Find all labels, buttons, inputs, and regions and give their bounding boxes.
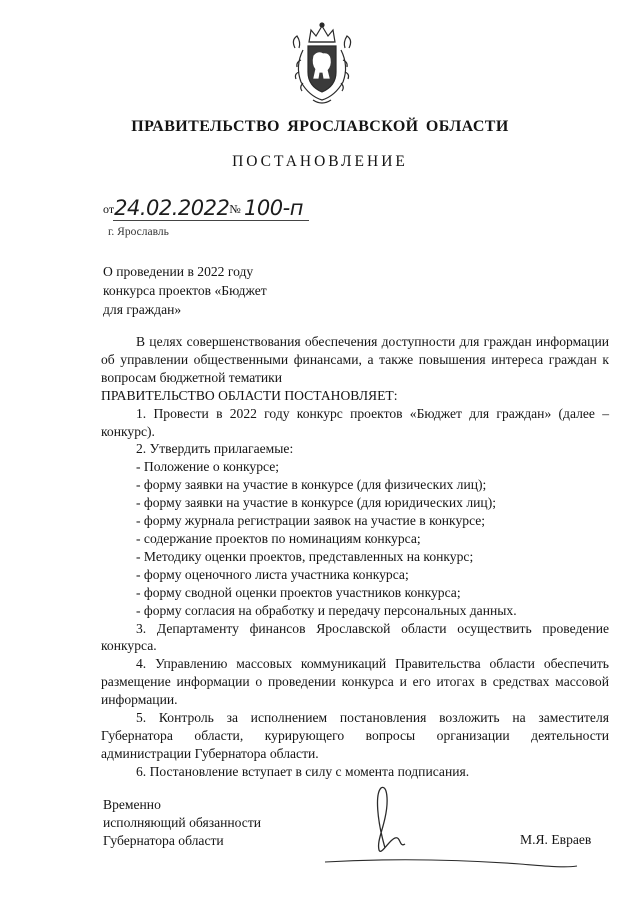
decree-body xyxy=(101,333,609,781)
handwritten-number: 100-п xyxy=(244,196,303,220)
list-item: - форму сводной оценки проектов участников конкурса; xyxy=(136,584,461,600)
coat-of-arms-emblem xyxy=(283,20,361,108)
subject-line: для граждан» xyxy=(103,302,182,317)
government-title: ПРАВИТЕЛЬСТВО ЯРОСЛАВСКОЙ ОБЛАСТИ xyxy=(131,118,509,135)
list-item: - форму согласия на обработку и передачу персональных данных. xyxy=(136,602,517,618)
subject-line: конкурса проектов «Бюджет xyxy=(103,283,267,298)
date-number-line xyxy=(103,196,303,220)
handwritten-date: 24.02.2022 xyxy=(114,196,230,220)
number-sign: № xyxy=(229,202,241,216)
date-underline xyxy=(113,220,309,221)
clause-3: 3. Департаменту финансов Ярославской области осуществить проведение конкурса. xyxy=(101,620,609,654)
handwritten-signature xyxy=(315,780,615,880)
clause-2: 2. Утвердить прилагаемые: xyxy=(136,441,294,457)
preamble-paragraph: В целях совершенствования обеспечения доступности для граждан информации об управлении общественными финансами, а также повышения интереса граждан к вопросам бюджетной тематики xyxy=(101,334,609,385)
clause-5: 5. Контроль за исполнением постановления возложить на заместителя Губернатора области, курирующего вопросы организации деятельности администрации Губернатора области. xyxy=(101,710,609,761)
list-item: - форму заявки на участие в конкурсе (для физических лиц); xyxy=(136,477,487,493)
list-item: - форму журнала регистрации заявок на участие в конкурсе; xyxy=(136,513,486,529)
resolves-heading: ПРАВИТЕЛЬСТВО ОБЛАСТИ ПОСТАНОВЛЯЕТ: xyxy=(101,387,398,403)
list-item: - форму заявки на участие в конкурсе (для юридических лиц); xyxy=(136,495,497,511)
document-type-title: ПОСТАНОВЛЕНИЕ xyxy=(232,153,408,170)
list-item: - Положение о конкурсе; xyxy=(136,459,280,475)
signatory-line: исполняющий обязанности xyxy=(103,814,262,830)
subject-block xyxy=(103,262,267,319)
list-item: - форму оценочного листа участника конкурса; xyxy=(136,566,409,582)
list-item: - содержание проектов по номинациям конкурса; xyxy=(136,530,421,546)
subject-line: О проведении в 2022 году xyxy=(103,264,254,279)
clause-1: 1. Провести в 2022 году конкурс проектов «Бюджет для граждан» (далее – конкурс). xyxy=(101,405,609,439)
city-label: г. Ярославль xyxy=(108,226,169,238)
signatory-title xyxy=(103,796,261,850)
clause-4: 4. Управлению массовых коммуникаций Правительства области обеспечить размещение информации о проведении конкурса и его итогах в средствах массовой информации. xyxy=(101,656,609,708)
signatory-line: Временно xyxy=(103,797,161,812)
signatory-name: М.Я. Евраев xyxy=(520,832,592,847)
list-item: - Методику оценки проектов, представленных на конкурс; xyxy=(136,548,474,564)
date-prefix: от xyxy=(103,202,115,216)
signatory-line: Губернатора области xyxy=(103,832,224,848)
clause-6: 6. Постановление вступает в силу с момента подписания. xyxy=(136,763,470,779)
